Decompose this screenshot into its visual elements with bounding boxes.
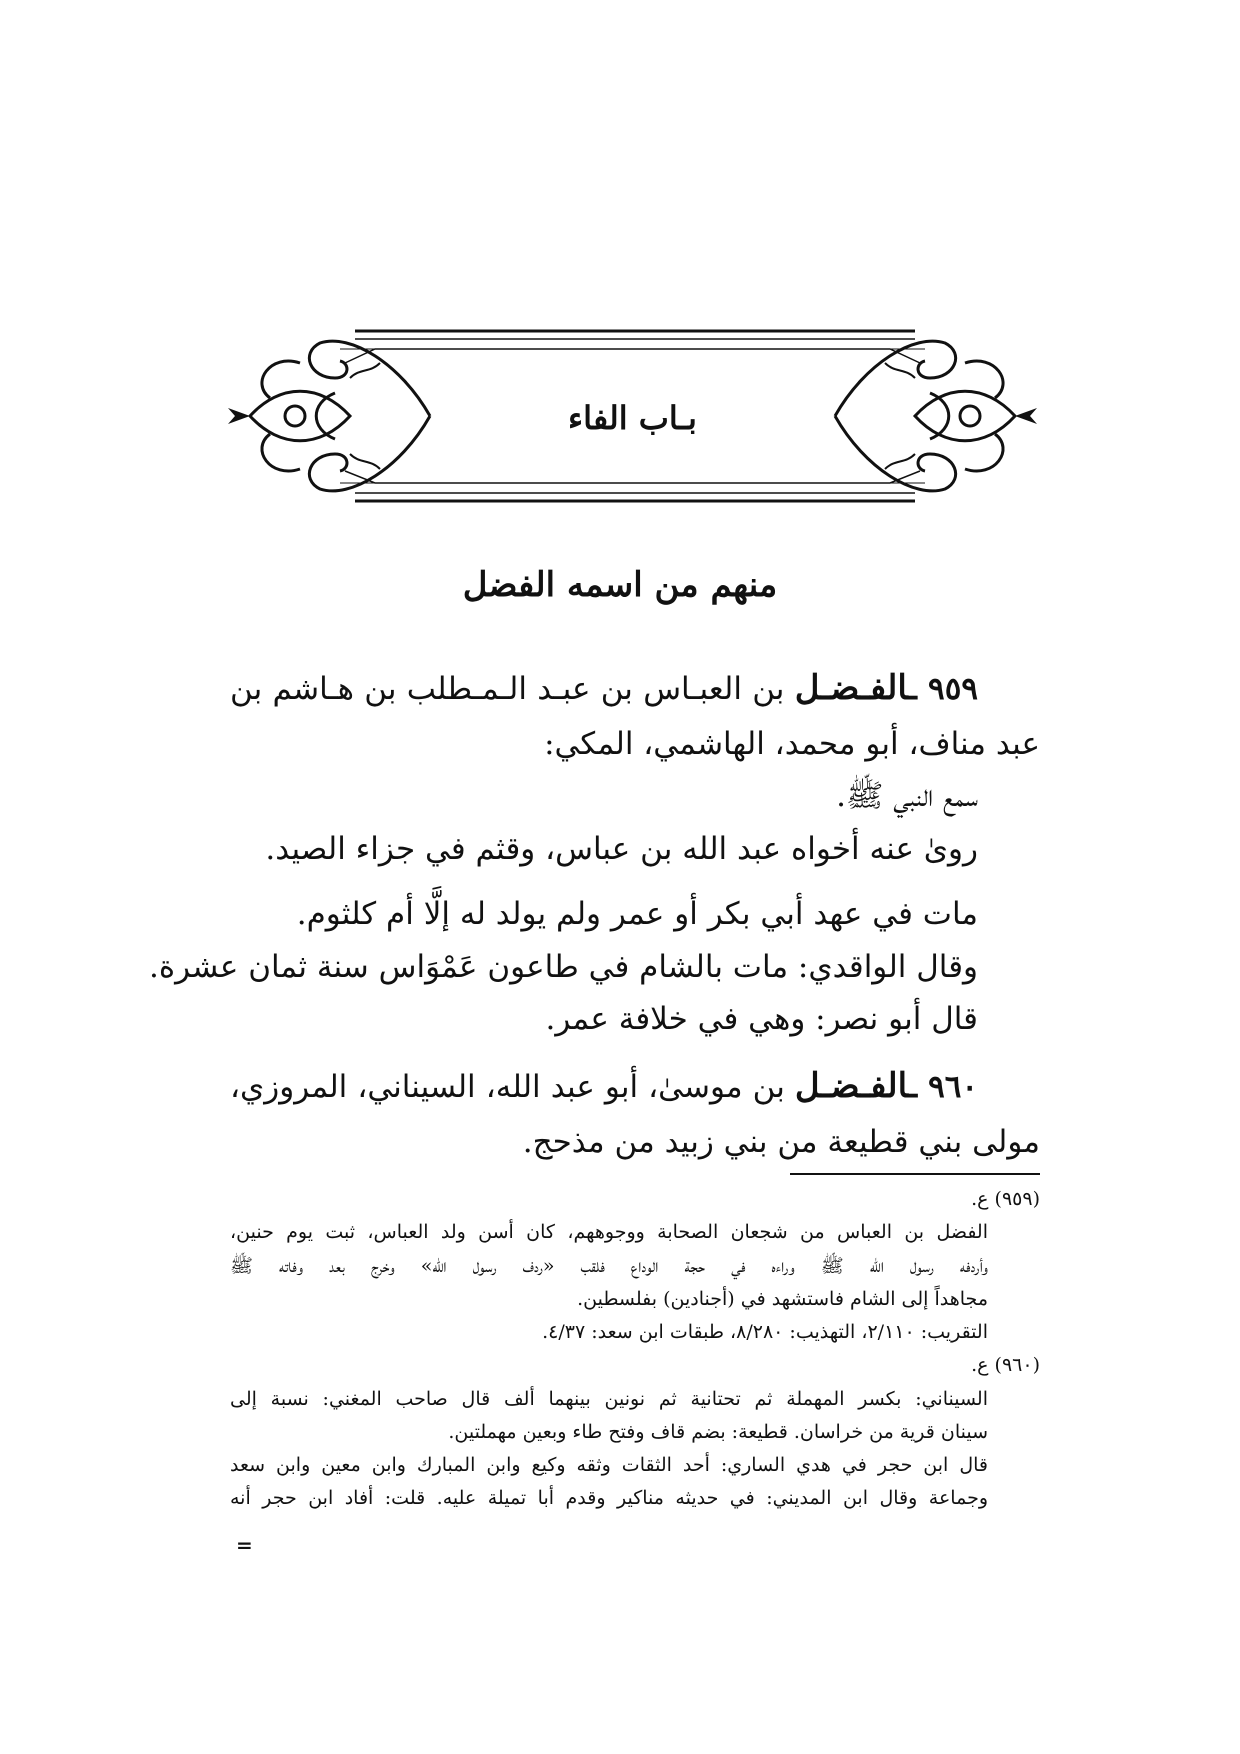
section-heading: منهم من اسمه الفضل <box>462 565 778 605</box>
footnote-separator <box>790 1173 1040 1175</box>
footnote-label: (٩٥٩) ع. <box>971 1188 1040 1210</box>
entry-text: مات في عهد أبي بكر أو عمر ولم يولد له إلَّا أم كلثوم. <box>296 895 978 932</box>
entry-959-first-line <box>230 660 1040 718</box>
footnote-line: وجماعة وقال ابن المديني: في حديثه مناكير وقدم أبا تميلة عليه. قلت: أفاد ابن حجر أنه <box>230 1487 988 1510</box>
footnote-body <box>230 1216 1040 1349</box>
chapter-header-frame <box>225 323 1040 518</box>
entry-960-first-line <box>230 1058 1040 1116</box>
entry-name: الفـضـل <box>794 668 908 708</box>
footnote-line: السيناني: بكسر المهملة ثم تحتانية ثم نونين بينهما ألف قال صاحب المغني: نسبة إلى <box>230 1387 988 1410</box>
entry-number: ٩٥٩ ـ <box>907 671 978 707</box>
footnote-line: التقريب: ٢/١١٠، التهذيب: ٨/٢٨٠، طبقات ابن سعد: ٤/٣٧. <box>542 1321 988 1343</box>
entry-number: ٩٦٠ ـ <box>908 1068 979 1105</box>
entry-text: سمع النبي ﷺ. <box>836 778 978 815</box>
entry-text: مولى بني قطيعة من بني زبيد من مذحج. <box>522 1123 1040 1160</box>
footnote-body <box>230 1383 1040 1516</box>
entry-text: بن موسىٰ، أبو عبد الله، السيناني، المروزي، <box>230 1068 785 1105</box>
entry-text: قال أبو نصر: وهي في خلافة عمر. <box>545 1001 978 1038</box>
footnote-line: الفضل بن العباس من شجعان الصحابة ووجوههم، كان أسن ولد العباس، ثبت يوم حنين، <box>230 1221 988 1244</box>
footnote-line: وأردفه رسول الله ﷺ وراءه في حجة الوداع فلقب «ردف رسول الله» وخرج بعد وفاته ﷺ <box>230 1254 988 1277</box>
footnote-line: مجاهداً إلى الشام فاستشهد في (أجنادين) بفلسطين. <box>577 1287 988 1310</box>
entry-name: الفـضـل <box>794 1065 908 1106</box>
entry-text: وقال الواقدي: مات بالشام في طاعون عَمْوَاس سنة ثمان عشرة. <box>149 948 978 985</box>
entry-text: بن العبـاس بن عبـد الـمـطلب بن هـاشم بن <box>230 671 785 707</box>
footnotes <box>230 1183 1040 1516</box>
footnote-line: قال ابن حجر في هدي الساري: أحد الثقات وثقه وكيع وابن المبارك وابن معين وابن سعد <box>230 1454 988 1476</box>
entry-text: روىٰ عنه أخواه عبد الله بن عباس، وقثم في جزاء الصيد. <box>265 831 978 868</box>
chapter-title: بـاب الفاء <box>568 399 697 437</box>
entry-text: عبد مناف، أبو محمد، الهاشمي، المكي: <box>544 725 1040 762</box>
footnote-label: (٩٦٠) ع. <box>971 1354 1040 1377</box>
continuation-mark: = <box>236 1533 253 1557</box>
footnote-line: سينان قرية من خراسان. قطيعة: بضم قاف وفتح طاء وبعين مهملتين. <box>448 1420 988 1443</box>
main-text <box>149 660 1040 1168</box>
